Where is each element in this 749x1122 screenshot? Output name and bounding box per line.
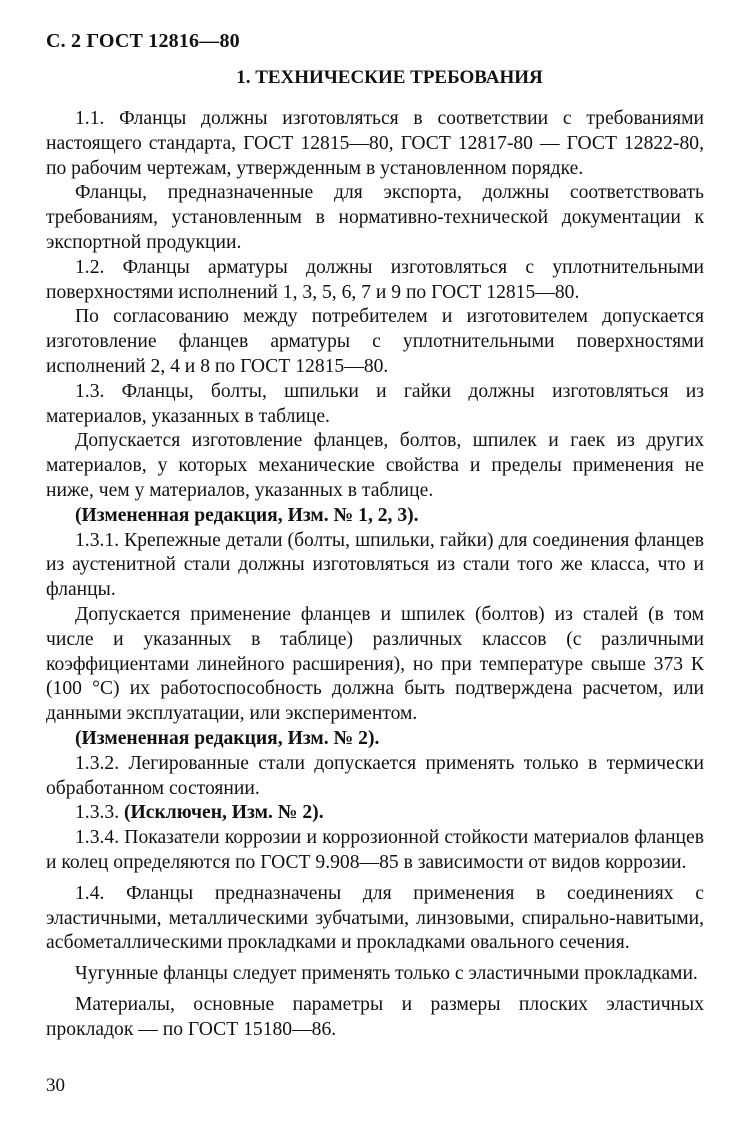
paragraph-1-3-1: 1.3.1. Крепежные детали (болты, шпильки, гайки) для соединения фланцев из аустенитной стали должны изготовляться из стали того же класса, что и фланцы.	[46, 529, 704, 601]
paragraph-1-1: 1.1. Фланцы должны изготовляться в соответствии с требованиями настоящего стандарта, ГОСТ 12815—80, ГОСТ 12817-80 — ГОСТ 12822-80, по рабочим чертежам, утвержденным в установленном порядке.	[46, 108, 704, 179]
paragraph-gaskets: Материалы, основные параметры и размеры плоских эластичных прокладок — по ГОСТ 15180—86.	[46, 993, 704, 1040]
paragraph-cast-iron: Чугунные фланцы следует применять только с эластичными прокладками.	[75, 963, 698, 985]
paragraph-1-2: 1.2. Фланцы арматуры должны изготовляться с уплотнительными поверхностями исполнений 1, 3, 5, 6, 7 и 9 по ГОСТ 12815—80.	[46, 256, 704, 303]
paragraph-agreement: По согласованию между потребителем и изготовителем допускается изготовление фланцев арматуры с уплотнительными поверхностями исполнений 2, 4 и 8 по ГОСТ 12815—80.	[46, 306, 704, 377]
paragraph-1-3-4: 1.3.4. Показатели коррозии и коррозионной стойкости материалов фланцев и колец определяются по ГОСТ 9.908—85 в зависимости от видов коррозии.	[46, 827, 704, 873]
paragraph-1-3-3-number: 1.3.3.	[75, 802, 120, 824]
paragraph-other-materials: Допускается изготовление фланцев, болтов, шпилек и гаек из других материалов, у которых механические свойства и пределы применения не ниже, чем у материалов, указанных в таблице.	[46, 430, 704, 501]
paragraph-export: Фланцы, предназначенные для экспорта, должны соответствовать требованиям, установленным в нормативно-технической документации к экспортной продукции.	[46, 182, 704, 253]
body-text	[46, 107, 704, 1042]
paragraph-steel-classes: Допускается применение фланцев и шпилек (болтов) из сталей (в том числе и указанных в таблице) различных классов (с различными коэффициентами линейного расширения), но при температуре свыше 373 К (100 °С) их работоспособность должна быть подтверждена расчетом, или данными эксплуатации, или экспериментом.	[46, 603, 704, 725]
paragraph-1-3-3-excluded: (Исключен, Изм. № 2).	[124, 802, 324, 824]
page-number: 30	[46, 1075, 65, 1096]
paragraph-1-3-3	[46, 801, 704, 826]
page-header: С. 2 ГОСТ 12816—80	[46, 30, 240, 52]
paragraph-1-3: 1.3. Фланцы, болты, шпильки и гайки должны изготовляться из материалов, указанных в таблице.	[46, 380, 704, 427]
paragraph-1-4: 1.4. Фланцы предназначены для применения в соединениях с эластичными, металлическими зубчатыми, линзовыми, спирально-навитыми, асбометаллическими прокладками и прокладками овального сечения.	[46, 882, 704, 954]
amendment-note-2: (Измененная редакция, Изм. № 2).	[75, 727, 380, 749]
section-title: 1. ТЕХНИЧЕСКИЕ ТРЕБОВАНИЯ	[236, 67, 543, 88]
amendment-note-1: (Измененная редакция, Изм. № 1, 2, 3).	[75, 504, 419, 526]
paragraph-1-3-2: 1.3.2. Легированные стали допускается применять только в термически обработанном состоянии.	[46, 752, 704, 799]
